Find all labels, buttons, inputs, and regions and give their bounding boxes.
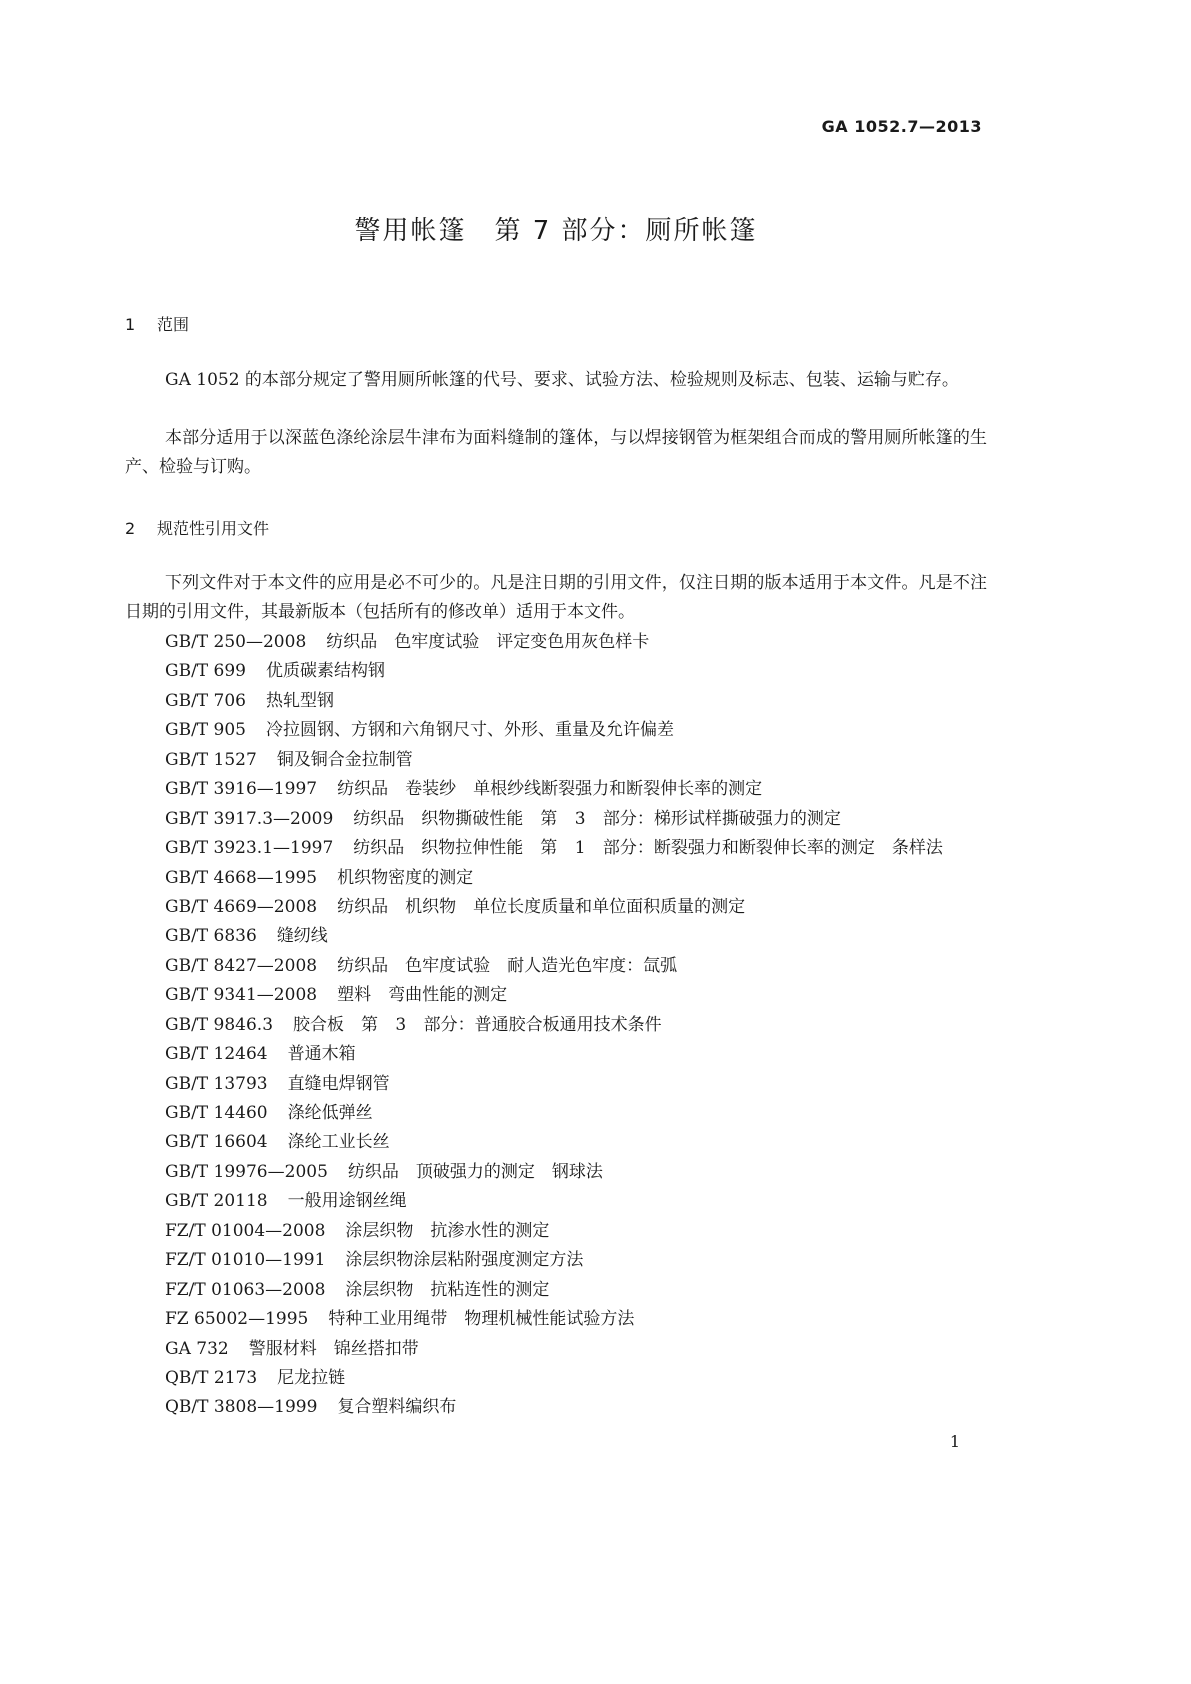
- reference-item: [165, 628, 943, 657]
- reference-title: 塑料 弯曲性能的测定: [337, 985, 508, 1006]
- section-number: 1: [125, 315, 136, 334]
- page-number: 1: [949, 1432, 960, 1451]
- reference-code: GB/T 3917.3—2009: [165, 808, 334, 829]
- reference-item: [165, 1070, 943, 1099]
- reference-title: 涂层织物 抗粘连性的测定: [345, 1279, 550, 1300]
- reference-title: 胶合板 第 3 部分：普通胶合板通用技术条件: [293, 1014, 662, 1035]
- reference-title: 纺织品 卷装纱 单根纱线断裂强力和断裂伸长率的测定: [337, 779, 763, 800]
- document-title: 警用帐篷 第 7 部分：厕所帐篷: [354, 216, 758, 246]
- reference-item: [165, 1158, 943, 1187]
- reference-code: GB/T 16604: [165, 1132, 268, 1153]
- reference-title: 热轧型钢: [266, 690, 334, 711]
- reference-code: GB/T 905: [165, 720, 246, 741]
- reference-title: 涤纶低弹丝: [287, 1103, 373, 1123]
- reference-code: GB/T 250—2008: [165, 632, 307, 652]
- reference-code: GB/T 19976—2005: [165, 1161, 328, 1182]
- reference-title: 一般用途钢丝绳: [287, 1191, 407, 1212]
- section-heading-scope: [125, 312, 189, 335]
- reference-title: 警服材料 锦丝搭扣带: [248, 1338, 419, 1359]
- reference-item: [165, 1305, 943, 1334]
- reference-title: 纺织品 织物撕破性能 第 3 部分：梯形试样撕破强力的测定: [353, 808, 841, 829]
- reference-code: FZ 65002—1995: [165, 1309, 309, 1330]
- reference-title: 纺织品 色牢度试验 耐人造光色牢度：氙弧: [337, 955, 678, 976]
- reference-code: GB/T 1527: [165, 749, 257, 770]
- reference-item: [165, 1217, 943, 1246]
- reference-item: [165, 1393, 943, 1422]
- reference-item: [165, 1246, 943, 1275]
- section-title: 范围: [157, 315, 190, 334]
- reference-code: QB/T 3808—1999: [165, 1397, 318, 1418]
- reference-item: [165, 775, 943, 804]
- reference-code: GB/T 3916—1997: [165, 779, 318, 800]
- reference-item: [165, 1335, 943, 1364]
- references-intro-paragraph: 下列文件对于本文件的应用是必不可少的。凡是注日期的引用文件，仅注日期的版本适用于本文件。凡是不注日期的引用文件，其最新版本（包括所有的修改单）适用于本文件。: [125, 573, 987, 622]
- reference-item: [165, 1364, 943, 1393]
- reference-code: GB/T 9846.3: [165, 1014, 274, 1035]
- reference-code: GB/T 706: [165, 690, 246, 711]
- reference-item: [165, 805, 943, 834]
- reference-code: GB/T 12464: [165, 1044, 268, 1065]
- reference-item: [165, 1040, 943, 1069]
- reference-item: [165, 1099, 943, 1128]
- reference-title: 涤纶工业长丝: [287, 1132, 390, 1153]
- reference-item: [165, 952, 943, 981]
- reference-code: GB/T 3923.1—1997: [165, 838, 334, 859]
- reference-title: 优质碳素结构钢: [266, 661, 385, 682]
- reference-item: [165, 687, 943, 716]
- reference-title: 直缝电焊钢管: [287, 1073, 390, 1094]
- reference-code: GB/T 4669—2008: [165, 896, 318, 917]
- reference-code: QB/T 2173: [165, 1367, 258, 1388]
- reference-item: [165, 1187, 943, 1216]
- reference-title: 缝纫线: [276, 926, 328, 947]
- reference-title: 纺织品 机织物 单位长度质量和单位面积质量的测定: [337, 896, 746, 917]
- reference-item: [165, 746, 943, 775]
- reference-item: [165, 716, 943, 745]
- reference-title: 纺织品 顶破强力的测定 钢球法: [347, 1161, 603, 1182]
- reference-code: GB/T 8427—2008: [165, 955, 318, 976]
- reference-item: [165, 1276, 943, 1305]
- reference-title: 冷拉圆钢、方钢和六角钢尺寸、外形、重量及允许偏差: [266, 720, 674, 741]
- reference-item: [165, 834, 943, 863]
- reference-item: [165, 1011, 943, 1040]
- reference-list: [165, 628, 943, 1423]
- reference-item: [165, 1128, 943, 1157]
- reference-code: GB/T 4668—1995: [165, 867, 318, 888]
- reference-item: [165, 922, 943, 951]
- reference-item: [165, 893, 943, 922]
- reference-title: 普通木箱: [287, 1044, 356, 1065]
- reference-title: 涂层织物涂层粘附强度测定方法: [345, 1250, 584, 1271]
- reference-title: 纺织品 色牢度试验 评定变色用灰色样卡: [326, 632, 650, 652]
- scope-paragraph: GA 1052 的本部分规定了警用厕所帐篷的代号、要求、试验方法、检验规则及标志、包装、运输与贮存。: [165, 370, 959, 390]
- section-heading-normative-references: [125, 516, 269, 539]
- reference-code: GB/T 6836: [165, 926, 257, 947]
- standard-number: GA 1052.7—2013: [821, 117, 982, 136]
- reference-title: 铜及铜合金拉制管: [276, 749, 413, 770]
- reference-code: GB/T 9341—2008: [165, 985, 318, 1006]
- scope-paragraph: 本部分适用于以深蓝色涤纶涂层牛津布为面料缝制的篷体，与以焊接钢管为框架组合而成的警用厕所帐篷的生产、检验与订购。: [125, 428, 987, 477]
- reference-title: 复合塑料编织布: [337, 1397, 457, 1418]
- reference-code: GB/T 20118: [165, 1191, 268, 1212]
- reference-item: [165, 981, 943, 1010]
- reference-item: [165, 864, 943, 893]
- reference-title: 纺织品 织物拉伸性能 第 1 部分：断裂强力和断裂伸长率的测定 条样法: [353, 838, 943, 859]
- reference-code: FZ/T 01004—2008: [165, 1220, 326, 1241]
- reference-title: 机织物密度的测定: [337, 867, 474, 888]
- section-number: 2: [125, 519, 136, 538]
- reference-title: 特种工业用绳带 物理机械性能试验方法: [328, 1309, 635, 1330]
- reference-code: GB/T 14460: [165, 1103, 268, 1123]
- reference-code: GB/T 13793: [165, 1073, 268, 1094]
- reference-title: 涂层织物 抗渗水性的测定: [345, 1220, 550, 1241]
- reference-code: FZ/T 01063—2008: [165, 1279, 326, 1300]
- reference-title: 尼龙拉链: [277, 1367, 346, 1388]
- reference-code: GB/T 699: [165, 661, 246, 682]
- section-title: 规范性引用文件: [157, 519, 270, 538]
- reference-code: FZ/T 01010—1991: [165, 1250, 326, 1271]
- reference-code: GA 732: [165, 1338, 229, 1359]
- reference-item: [165, 657, 943, 686]
